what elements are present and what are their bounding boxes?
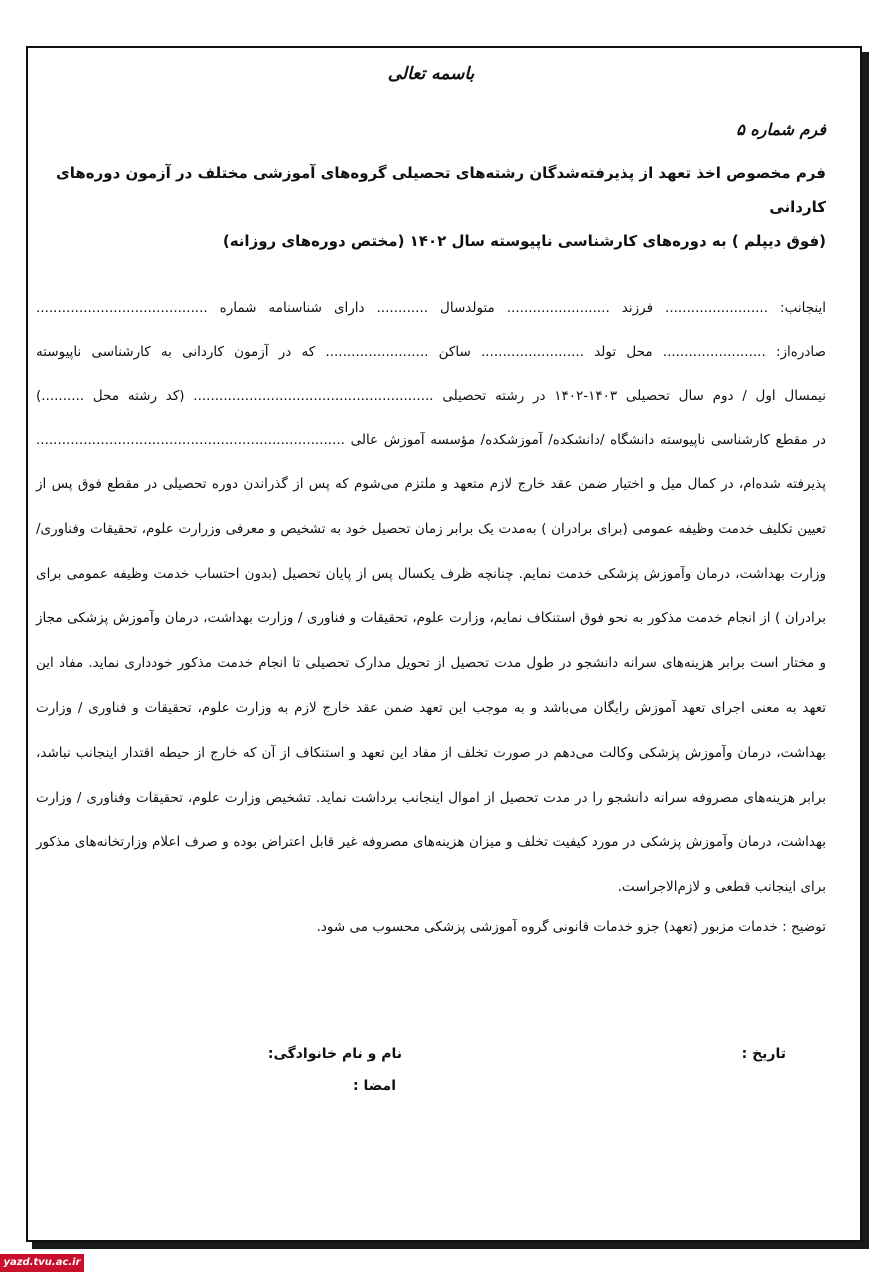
fill-line-field-of-study: نیمسال اول / دوم سال تحصیلی ۱۴۰۳-۱۴۰۲ در رشته تحصیلی ........................................................ (کد رشته محل ..........): [36, 388, 826, 404]
fill-line-university: در مقطع کارشناسی ناپیوسته دانشگاه /دانشکده/ آموزشکده/ مؤسسه آموزش عالی ........................................................................: [36, 432, 826, 448]
signature-label: امضا :: [353, 1077, 396, 1094]
commitment-paragraph: پذیرفته شده‌ام، در کمال میل و اختیار ضمن عقد خارج لازم متعهد و ملتزم می‌شوم که پس از گذراندن دوره تحصیلی در مقطع فوق پس از تعیین تکلیف خدمت وظیفه عمومی (برای برادران ) به‌مدت یک برابر زمان تحصیل خود به تشخیص و معرفی وزرارت علوم، تحقیقات وفناوری/ وزارت بهداشت، درمان وآموزش پزشکی خدمت نمایم. چنانچه ظرف یکسال پس از پایان تحصیل (بدون احتساب خدمت وظیفه عمومی برای برادران ) از انجام خدمت مذکور به نحو فوق استنکاف نمایم، وزارت علوم، تحقیقات و فناوری / وزارت بهداشت، درمان وآموزش پزشکی مجاز و مختار است برابر هزینه‌های سرانه دانشجو در طول مدت تحصیل از تحویل مدارک تحصیلی تا انجام خدمت مذکور خودداری نماید. مفاد این تعهد به معنی اجرای تعهد آموزش رایگان می‌باشد و به موجب این تعهد ضمن عقد خارج لازم به وزارت علوم، تحقیقات و فناوری / وزارت بهداشت، درمان وآموزش پزشکی وکالت می‌دهم در صورت تخلف از مفاد این تعهد و استنکاف از آن که خارج از حیطه اقتدار اینجانب نباشد، برابر هزینه‌های مصروفه سرانه دانشجو را در مدت تحصیل از اموال اینجانب برداشت نماید. تشخیص وزارت علوم، تحقیقات وفناوری / وزارت بهداشت، درمان وآموزش پزشکی در مورد کیفیت تخلف و میزان هزینه‌های مصروفه غیر قابل اعتراض بوده و صرف اعلام وزارتخانه‌های مذکور برای اینجانب قطعی و لازم‌الاجراست.: [36, 476, 826, 896]
form-number: فرم شماره ۵: [736, 120, 826, 139]
document-content: [36, 58, 826, 1116]
name-label: نام و نام خانوادگی:: [267, 1045, 402, 1062]
fill-line-identity: اینجانب: ........................ فرزند ........................ متولدسال ............ دارای شناسنامه شماره ........................................: [36, 300, 826, 316]
title-line-2: (فوق دیپلم ) به دوره‌های کارشناسی ناپیوسته سال ۱۴۰۲ (مختص دوره‌های روزانه): [222, 232, 826, 250]
fill-line-residence: صادره‌از: ........................ محل تولد ........................ ساکن ........................ که در آزمون کاردانی به کارشناسی ناپیوسته: [36, 344, 826, 360]
border-shadow-right: [862, 52, 869, 1248]
date-label: تاریخ :: [741, 1045, 786, 1062]
basmala-heading: باسمه تعالی: [387, 64, 475, 84]
signature-block: [36, 1046, 826, 1116]
document-title: [36, 156, 826, 258]
site-watermark: yazd.tvu.ac.ir: [0, 1254, 84, 1272]
border-shadow-bottom: [32, 1242, 869, 1249]
note-text: توضیح : خدمات مزبور (تعهد) جزو خدمات قانونی گروه آموزشی پزشکی محسوب می شود.: [316, 918, 826, 935]
title-line-1: فرم مخصوص اخذ تعهد از پذیرفته‌شدگان رشته‌های تحصیلی گروه‌های آموزشی مختلف در آزمون دوره‌های کاردانی: [56, 164, 826, 216]
